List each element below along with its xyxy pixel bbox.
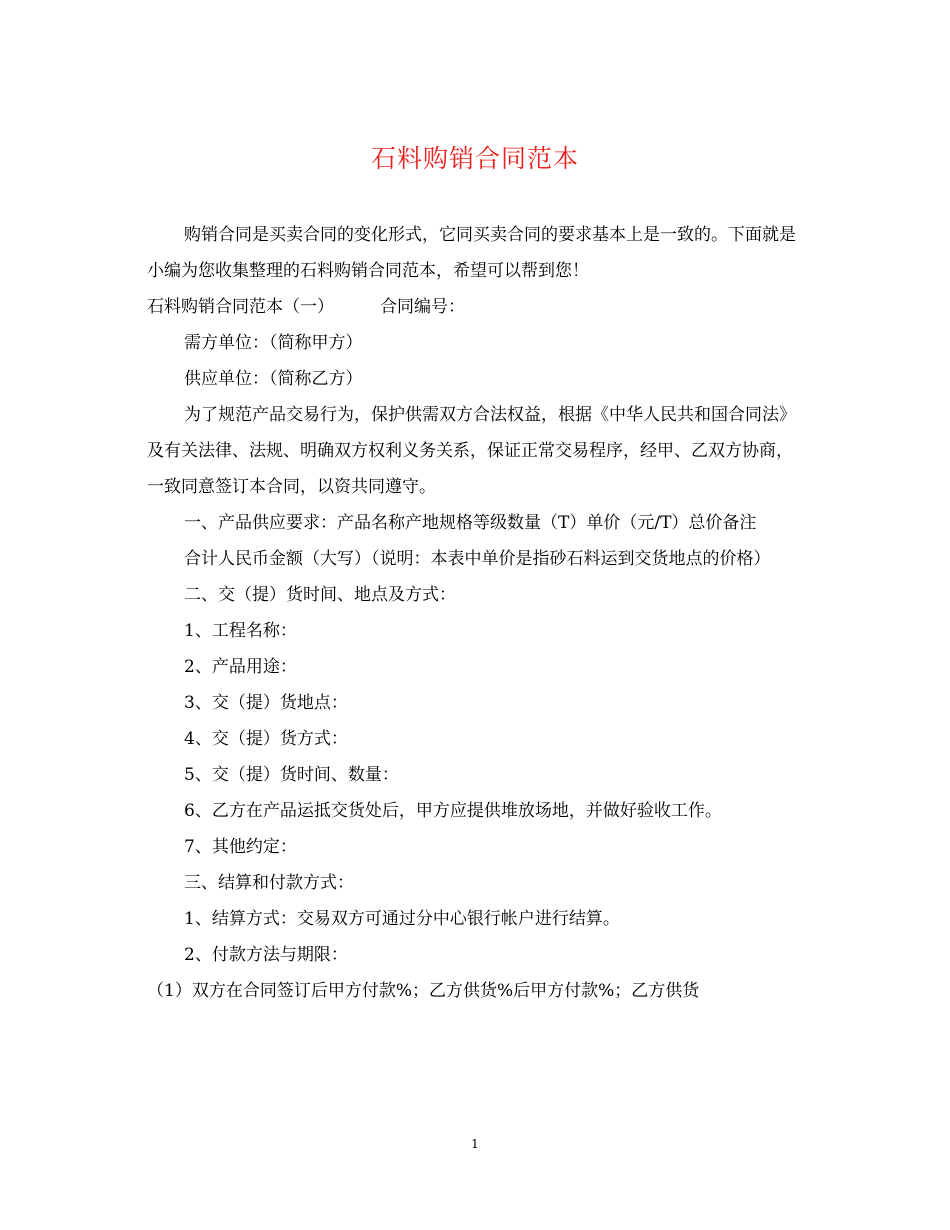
clause-3-item: 2、付款方法与期限： <box>184 945 348 965</box>
clause-2-item: 2、产品用途： <box>184 657 297 677</box>
clause-3-heading: 三、结算和付款方式： <box>184 873 354 893</box>
total-amount-paragraph: 合计人民币金额（大写）（说明：本表中单价是指砂石料运到交货地点的价格） <box>184 549 771 569</box>
clause-2-item: 7、其他约定： <box>184 837 297 857</box>
purpose-paragraph: 为了规范产品交易行为，保护供需双方合法权益，根据《中华人民共和国合同法》及有关法律、法规、明确双方权利义务关系，保证正常交易程序，经甲、乙双方协商，一致同意签订本合同，以资共同遵守。 <box>147 405 796 497</box>
section-heading-line <box>147 289 807 325</box>
page-number: 1 <box>471 1137 479 1151</box>
clause-2-item: 1、工程名称： <box>184 621 297 641</box>
clause-2-item: 6、乙方在产品运抵交货处后，甲方应提供堆放场地，并做好验收工作。 <box>184 801 722 821</box>
contract-number-label: 合同编号： <box>380 297 465 317</box>
clause-2-item: 3、交（提）货地点： <box>184 693 348 713</box>
clause-2-heading: 二、交（提）货时间、地点及方式： <box>184 585 456 605</box>
buyer-line: 需方单位：（简称甲方） <box>184 333 363 353</box>
clause-1: 一、产品供应要求：产品名称产地规格等级数量（T）单价（元/T）总价备注 <box>184 513 757 533</box>
clause-3-item: 1、结算方式：交易双方可通过分中心银行帐户进行结算。 <box>184 909 620 929</box>
intro-paragraph: 购销合同是买卖合同的变化形式，它同买卖合同的要求基本上是一致的。下面就是小编为您收集整理的石料购销合同范本，希望可以帮到您！ <box>147 225 796 281</box>
payment-line: （1）双方在合同签订后甲方付款%；乙方供货%后甲方付款%；乙方供货 <box>147 981 700 1001</box>
document-title: 石料购销合同范本 <box>370 144 579 173</box>
clause-2-item: 4、交（提）货方式： <box>184 729 348 749</box>
seller-line: 供应单位：（简称乙方） <box>184 369 363 389</box>
document-body <box>147 217 807 1009</box>
clause-2-item: 5、交（提）货时间、数量： <box>184 765 399 785</box>
section-heading: 石料购销合同范本（一） <box>147 297 334 317</box>
